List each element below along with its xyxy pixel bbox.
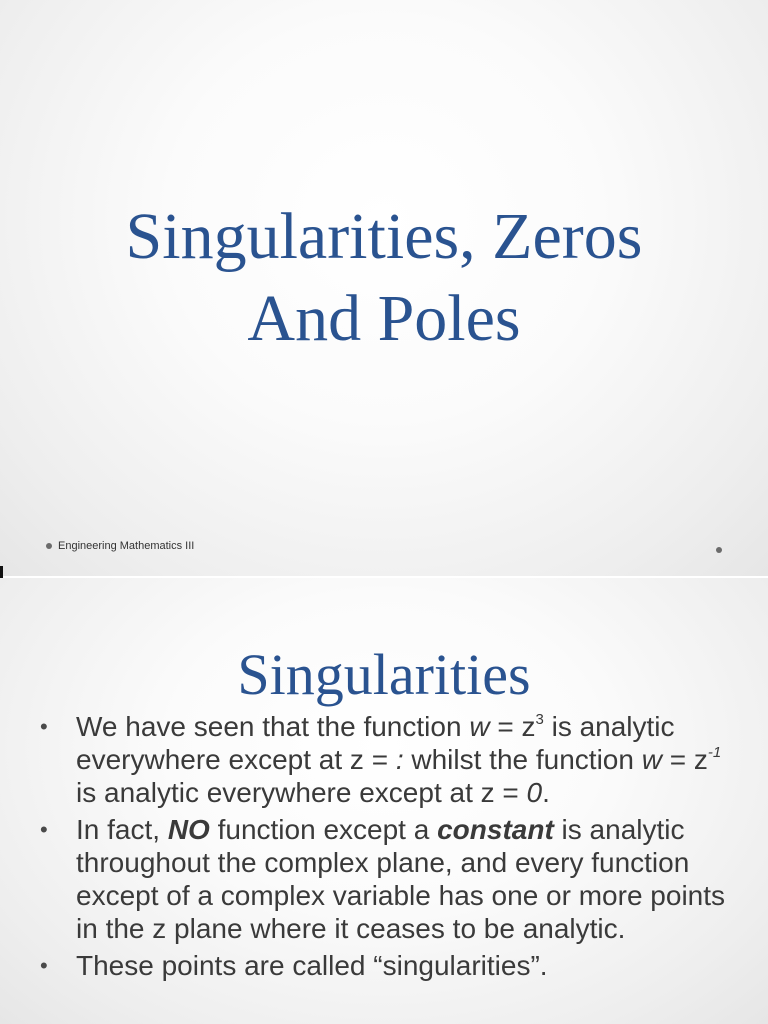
text-run: .: [542, 777, 550, 808]
slide-footer: [46, 540, 726, 560]
emphasis: NO: [167, 814, 210, 845]
superscript: 3: [535, 711, 544, 728]
bullet-item: [0, 949, 768, 982]
bullet-icon: •: [40, 714, 48, 739]
content-slide: [0, 578, 768, 1024]
bullet-1-text: [76, 711, 721, 808]
text-run: = z: [489, 711, 536, 742]
text-run: is analytic throughout the complex plane, and every function except of a complex variable has one or more points in the z plane where it ceases to be analytic.: [76, 814, 726, 944]
math-symbol: :: [395, 744, 404, 775]
text-run: is analytic everywhere except at z =: [76, 711, 675, 775]
text-run: is analytic everywhere except at z =: [76, 777, 527, 808]
bullet-3-text: These points are called “singularities”.: [76, 950, 548, 981]
footer-text: Engineering Mathematics III: [58, 540, 195, 553]
bullet-list: [0, 710, 768, 986]
title-line-1: Singularities, Zeros: [125, 200, 643, 273]
bullet-icon: •: [40, 817, 48, 842]
math-value: 0: [526, 777, 543, 808]
math-variable: w: [469, 711, 490, 742]
footer-bullet-icon: [46, 543, 52, 549]
presentation-title: [0, 196, 768, 360]
bullet-icon: •: [40, 953, 48, 978]
superscript: -1: [707, 744, 722, 761]
text-run: We have seen that the function: [76, 711, 470, 742]
footer-right-dot-icon: [716, 547, 722, 553]
bullet-item: [0, 813, 768, 945]
bullet-item: [0, 710, 768, 809]
emphasis: constant: [437, 814, 554, 845]
math-variable: w: [641, 744, 662, 775]
text-run: function except a: [209, 814, 438, 845]
text-run: whilst the function: [403, 744, 642, 775]
slide-title: Singularities: [237, 642, 531, 707]
title-line-2: And Poles: [247, 282, 521, 355]
text-run: = z: [661, 744, 708, 775]
text-run: In fact,: [76, 814, 168, 845]
bullet-2-text: [76, 814, 725, 944]
